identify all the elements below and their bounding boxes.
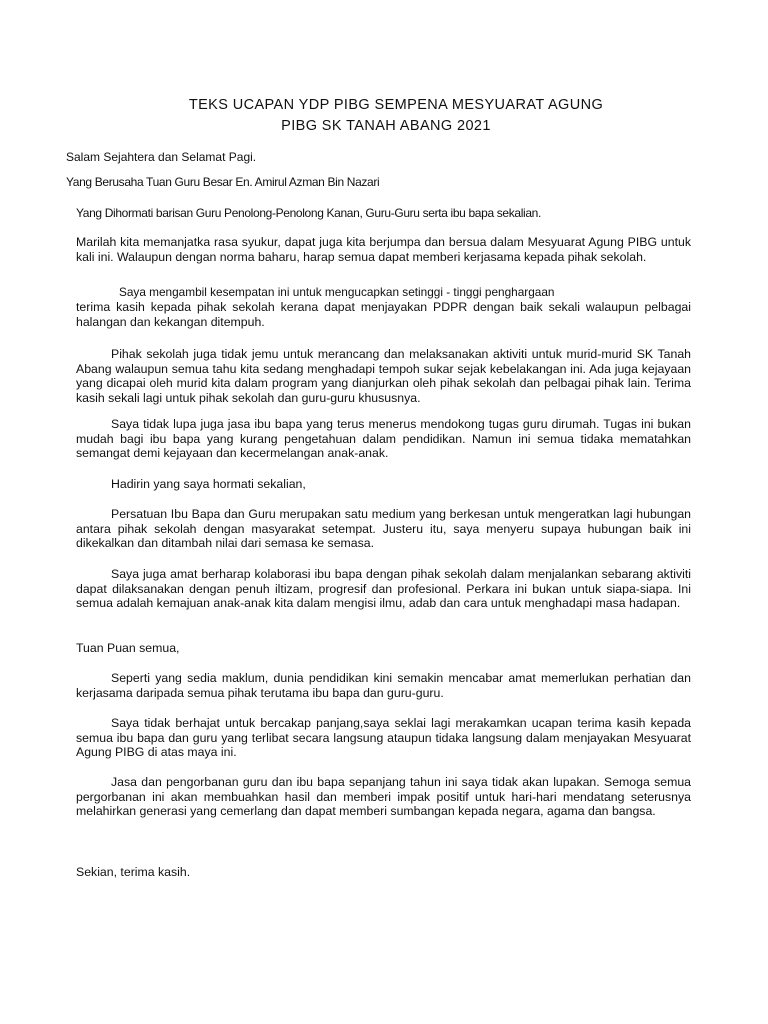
paragraph-collab <box>76 567 691 611</box>
title-line-1: TEKS UCAPAN YDP PIBG SEMPENA MESYUARAT AGUNG <box>188 97 604 113</box>
paragraph-closing-thanks-text: Saya tidak berhajat untuk bercakap panjang,saya seklai lagi merakamkan ucapan terima kasih kepada semua ibu bapa dan guru yang terlibat secara langsung ataupun tidaka langsung dalam menjayakan Mesyuarat Agung PIBG di atas maya ini. <box>76 716 691 760</box>
paragraph-sacrifice-text: Jasa dan pengorbanan guru dan ibu bapa sepanjang tahun ini saya tidak akan lupakan. Semoga semua pergorbanan ini akan membuahkan hasil dan memberi impak positif untuk hari-hari mendatang seterusnya melahirkan generasi yang cemerlang dan dapat memberi sumbangan kepada negara, agama dan bangsa. <box>76 775 691 819</box>
paragraph-school-text: Pihak sekolah juga tidak jemu untuk merancang dan melaksanakan aktiviti untuk murid-murid SK Tanah Abang walaupun semua tahu kita sedang menghadapi tempoh sukar sejak kebelakangan ini. Ada juga kejayaan yang dicapai oleh murid kita dalam program yang dianjurkan oleh pihak sekolah dan pelbagai pihak lain. Terima kasih sekali lagi untuk pihak sekolah dan guru-guru khususnya. <box>76 347 691 405</box>
paragraph-pta-text: Persatuan Ibu Bapa dan Guru merupakan satu medium yang berkesan untuk mengeratkan lagi hubungan antara pihak sekolah dengan masyarakat setempat. Justeru itu, saya menyeru supaya hubungan baik ini dikekalkan dan ditambah nilai dari semasa ke semasa. <box>76 507 691 551</box>
paragraph-tuan-puan: Tuan Puan semua, <box>76 641 180 655</box>
paragraph-audience <box>76 477 691 492</box>
greeting: Salam Sejahtera dan Selamat Pagi. <box>66 150 257 164</box>
paragraph-thanks-body: terima kasih kepada pihak sekolah kerana dapat menjayakan PDPR dengan baik sekali walaupun pelbagai halangan dan kekangan ditempuh. <box>76 300 691 329</box>
paragraph-parents <box>76 417 691 461</box>
paragraph-challenge-text: Seperti yang sedia maklum, dunia pendidikan kini semakin mencabar amat memerlukan perhatian dan kerjasama daripada semua pihak terutama ibu bapa dan guru-guru. <box>76 671 691 700</box>
paragraph-challenge <box>76 671 691 700</box>
honored-line: Yang Dihormati barisan Guru Penolong-Penolong Kanan, Guru-Guru serta ibu bapa sekalian. <box>76 206 541 220</box>
paragraph-gratitude: Marilah kita memanjatka rasa syukur, dapat juga kita berjumpa dan bersua dalam Mesyuarat Agung PIBG untuk kali ini. Walaupun dengan norma baharu, harap semua dapat memberi kerjasama kepada pihak sekolah. <box>76 235 691 264</box>
paragraph-audience-text: Hadirin yang saya hormati sekalian, <box>111 477 306 491</box>
paragraph-school <box>76 347 691 405</box>
address-line: Yang Berusaha Tuan Guru Besar En. Amirul Azman Bin Nazari <box>66 175 380 189</box>
paragraph-closing-thanks <box>76 716 691 760</box>
paragraph-thanks-intro: Saya mengambil kesempatan ini untuk mengucapkan setinggi - tinggi penghargaan <box>119 285 555 299</box>
paragraph-pta <box>76 507 691 551</box>
sign-off: Sekian, terima kasih. <box>76 865 191 879</box>
title-line-2: PIBG SK TANAH ABANG 2021 <box>281 118 491 134</box>
paragraph-parents-text: Saya tidak lupa juga jasa ibu bapa yang terus menerus mendokong tugas guru dirumah. Tugas ini bukan mudah bagi ibu bapa yang kurang pengetahuan dalam pendidikan. Namun ini semua tidaka mematahkan semangat demi kejayaan dan kecermelangan anak-anak. <box>76 417 691 461</box>
paragraph-sacrifice <box>76 775 691 819</box>
paragraph-collab-text: Saya juga amat berharap kolaborasi ibu bapa dengan pihak sekolah dalam menjalankan sebarang aktiviti dapat dilaksanakan dengan penuh iltizam, progresif dan profesional. Perkara ini bukan untuk siapa-siapa. Ini semua adalah kemajuan anak-anak kita dalam mengisi ilmu, adab dan cara untuk menghadapi masa hadapan. <box>76 567 691 611</box>
